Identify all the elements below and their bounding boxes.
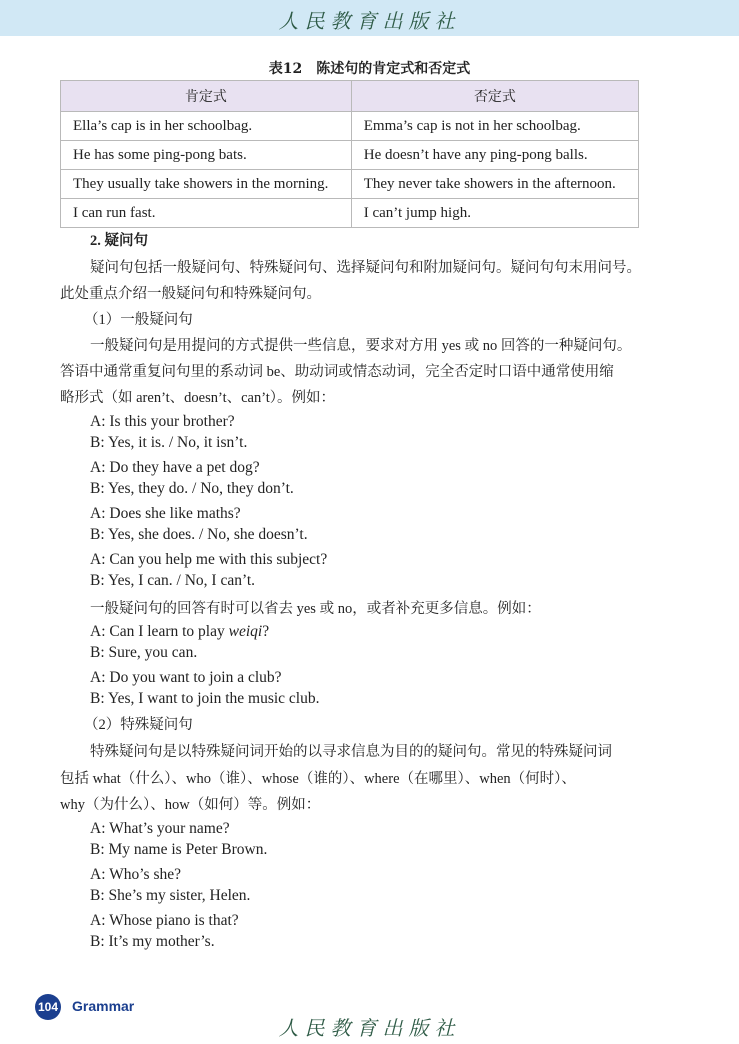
table-row [61,112,639,141]
footer-section-label: Grammar [72,998,135,1014]
cell: I can run fast. [61,199,352,228]
example-italic: weiqi [228,623,263,640]
paragraph-line: 略形式（如 aren’t、doesn’t、can’t）。例如： [60,390,336,406]
subheading: （1）一般疑问句 [84,312,193,328]
cell: Ella’s cap is in her schoolbag. [61,112,352,141]
example-line: A: Who’s she? [90,866,181,883]
example-line: B: She’s my sister, Helen. [90,887,251,904]
cell: He doesn’t have any ping-pong balls. [351,141,638,170]
paragraph-line: 特殊疑问句是以特殊疑问词开始的以寻求信息为目的的疑问句。常见的特殊疑问词 [90,744,612,760]
example-line: B: Yes, it is. / No, it isn’t. [90,434,248,451]
page-number-badge: 104 [35,994,61,1020]
example-line: B: Yes, I can. / No, I can’t. [90,572,256,589]
example-line: A: Do you want to join a club? [90,669,282,686]
cell: I can’t jump high. [351,199,638,228]
example-line: A: Is this your brother? [90,413,235,430]
publisher-logo: 人民教育出版社 [278,9,461,33]
table-row [61,141,639,170]
table-caption: 表12 陈述句的肯定式和否定式 [268,61,471,77]
paragraph-line: 此处重点介绍一般疑问句和特殊疑问句。 [60,286,321,302]
example-line: B: It’s my mother’s. [90,933,215,950]
example-line: A: Can you help me with this subject? [90,551,328,568]
example-line: A: Do they have a pet dog? [90,459,260,476]
paragraph-line: 一般疑问句的回答有时可以省去 yes 或 no，或者补充更多信息。例如： [90,601,541,617]
footer-publisher-logo: 人民教育出版社 [278,1016,461,1040]
header-negative: 否定式 [351,81,638,112]
example-line: B: Yes, they do. / No, they don’t. [90,480,294,497]
cell: Emma’s cap is not in her schoolbag. [351,112,638,141]
example-line [90,623,269,641]
example-text: ? [262,623,270,640]
example-line: A: Does she like maths? [90,505,241,522]
statement-table [60,80,639,228]
example-text: A: Can I learn to play [90,623,229,640]
cell: He has some ping-pong bats. [61,141,352,170]
example-line: B: Sure, you can. [90,644,198,661]
paragraph-line: why（为什么）、how（如何）等。例如： [60,797,321,813]
example-line: A: What’s your name? [90,820,230,837]
table-row [61,170,639,199]
example-line: B: My name is Peter Brown. [90,841,268,858]
header-affirmative: 肯定式 [61,81,352,112]
paragraph-line: 答语中通常重复问句里的系动词 be、助动词或情态动词，完全否定时口语中通常使用缩 [60,364,614,380]
cell: They never take showers in the afternoon. [351,170,638,199]
example-line: B: Yes, she does. / No, she doesn’t. [90,526,308,543]
paragraph-line: 疑问句包括一般疑问句、特殊疑问句、选择疑问句和附加疑问句。疑问句句末用问号。 [90,260,641,276]
example-line: A: Whose piano is that? [90,912,239,929]
subheading: （2）特殊疑问句 [84,717,193,733]
table-header-row [61,81,639,112]
example-line: B: Yes, I want to join the music club. [90,690,320,707]
paragraph-line: 包括 what（什么）、who（谁）、whose（谁的）、where（在哪里）、when（何时）、 [60,771,576,787]
table-row [61,199,639,228]
section-heading: 2. 疑问句 [90,233,148,249]
paragraph-line: 一般疑问句是用提问的方式提供一些信息，要求对方用 yes 或 no 回答的一种疑问句。 [90,338,632,354]
cell: They usually take showers in the morning. [61,170,352,199]
